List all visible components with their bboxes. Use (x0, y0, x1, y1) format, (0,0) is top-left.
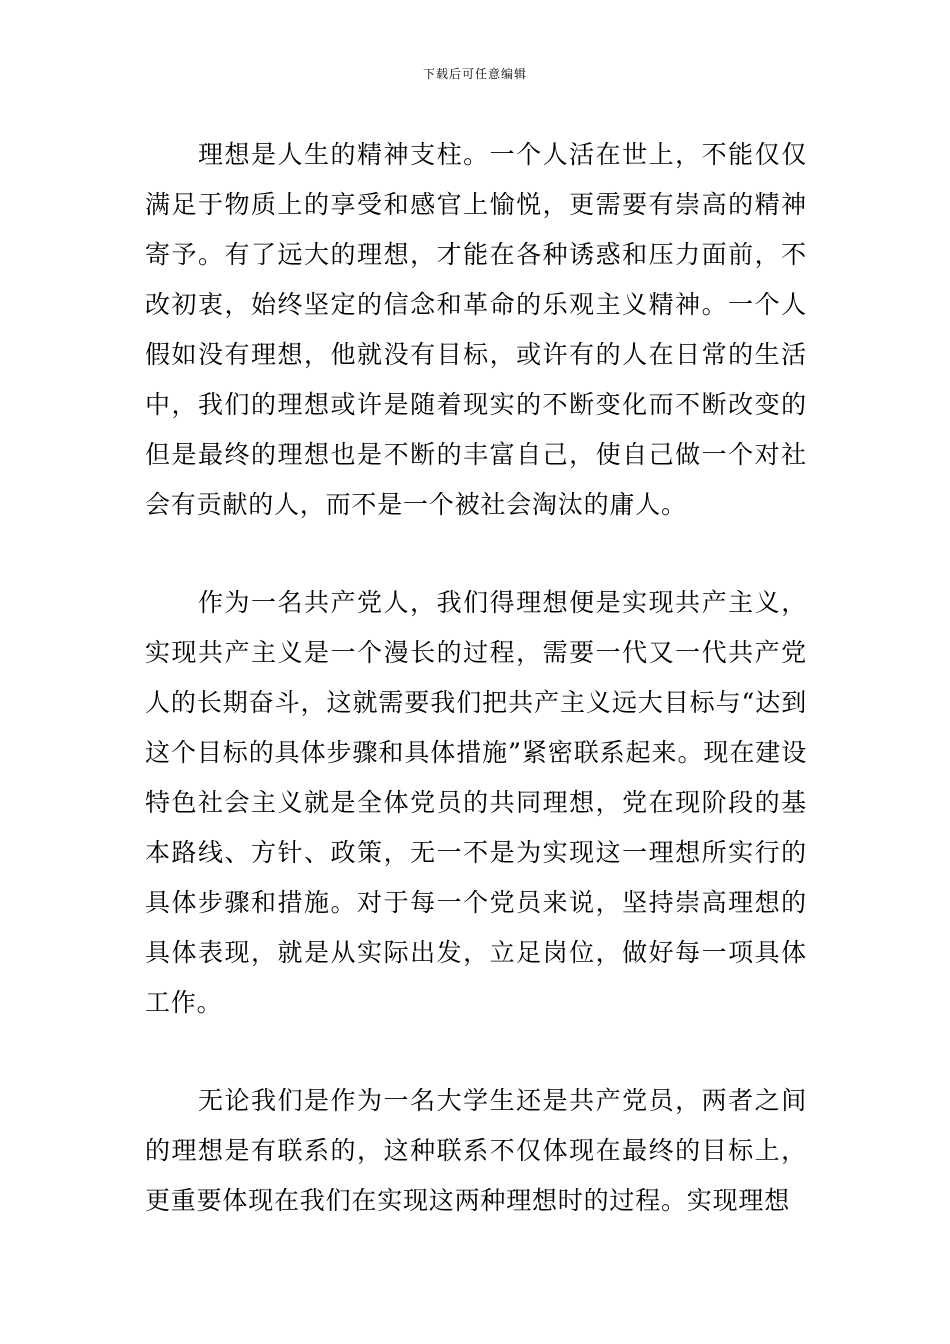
paragraph-3: 无论我们是作为一名大学生还是共产党员，两者之间的理想是有联系的，这种联系不仅体现在最终的目标上，更重要体现在我们在实现这两种理想时的过程。实现理想 (145, 1086, 807, 1215)
paragraph-1: 理想是人生的精神支柱。一个人活在世上，不能仅仅满足于物质上的享受和感官上愉悦，更需要有崇高的精神寄予。有了远大的理想，才能在各种诱惑和压力面前，不改初衷，始终坚定的信念和革命的乐观主义精神。一个人假如没有理想，他就没有目标，或许有的人在日常的生活中，我们的理想或许是随着现实的不断变化而不断改变的但是最终的理想也是不断的丰富自己，使自己做一个对社会有贡献的人，而不是一个被社会淘汰的庸人。 (145, 140, 807, 519)
paragraph-2: 作为一名共产党人，我们得理想便是实现共产主义，实现共产主义是一个漫长的过程，需要一代又一代共产党人的长期奋斗，这就需要我们把共产主义远大目标与“达到这个目标的具体步骤和具体措施”紧密联系起来。现在建设特色社会主义就是全体党员的共同理想，党在现阶段的基本路线、方针、政策，无一不是为实现这一理想所实行的具体步骤和措施。对于每一个党员来说，坚持崇高理想的具体表现，就是从实际出发，立足岗位，做好每一项具体工作。 (145, 588, 807, 1017)
header-note: 下载后可任意编辑 (422, 67, 527, 81)
document-body (145, 130, 807, 1226)
